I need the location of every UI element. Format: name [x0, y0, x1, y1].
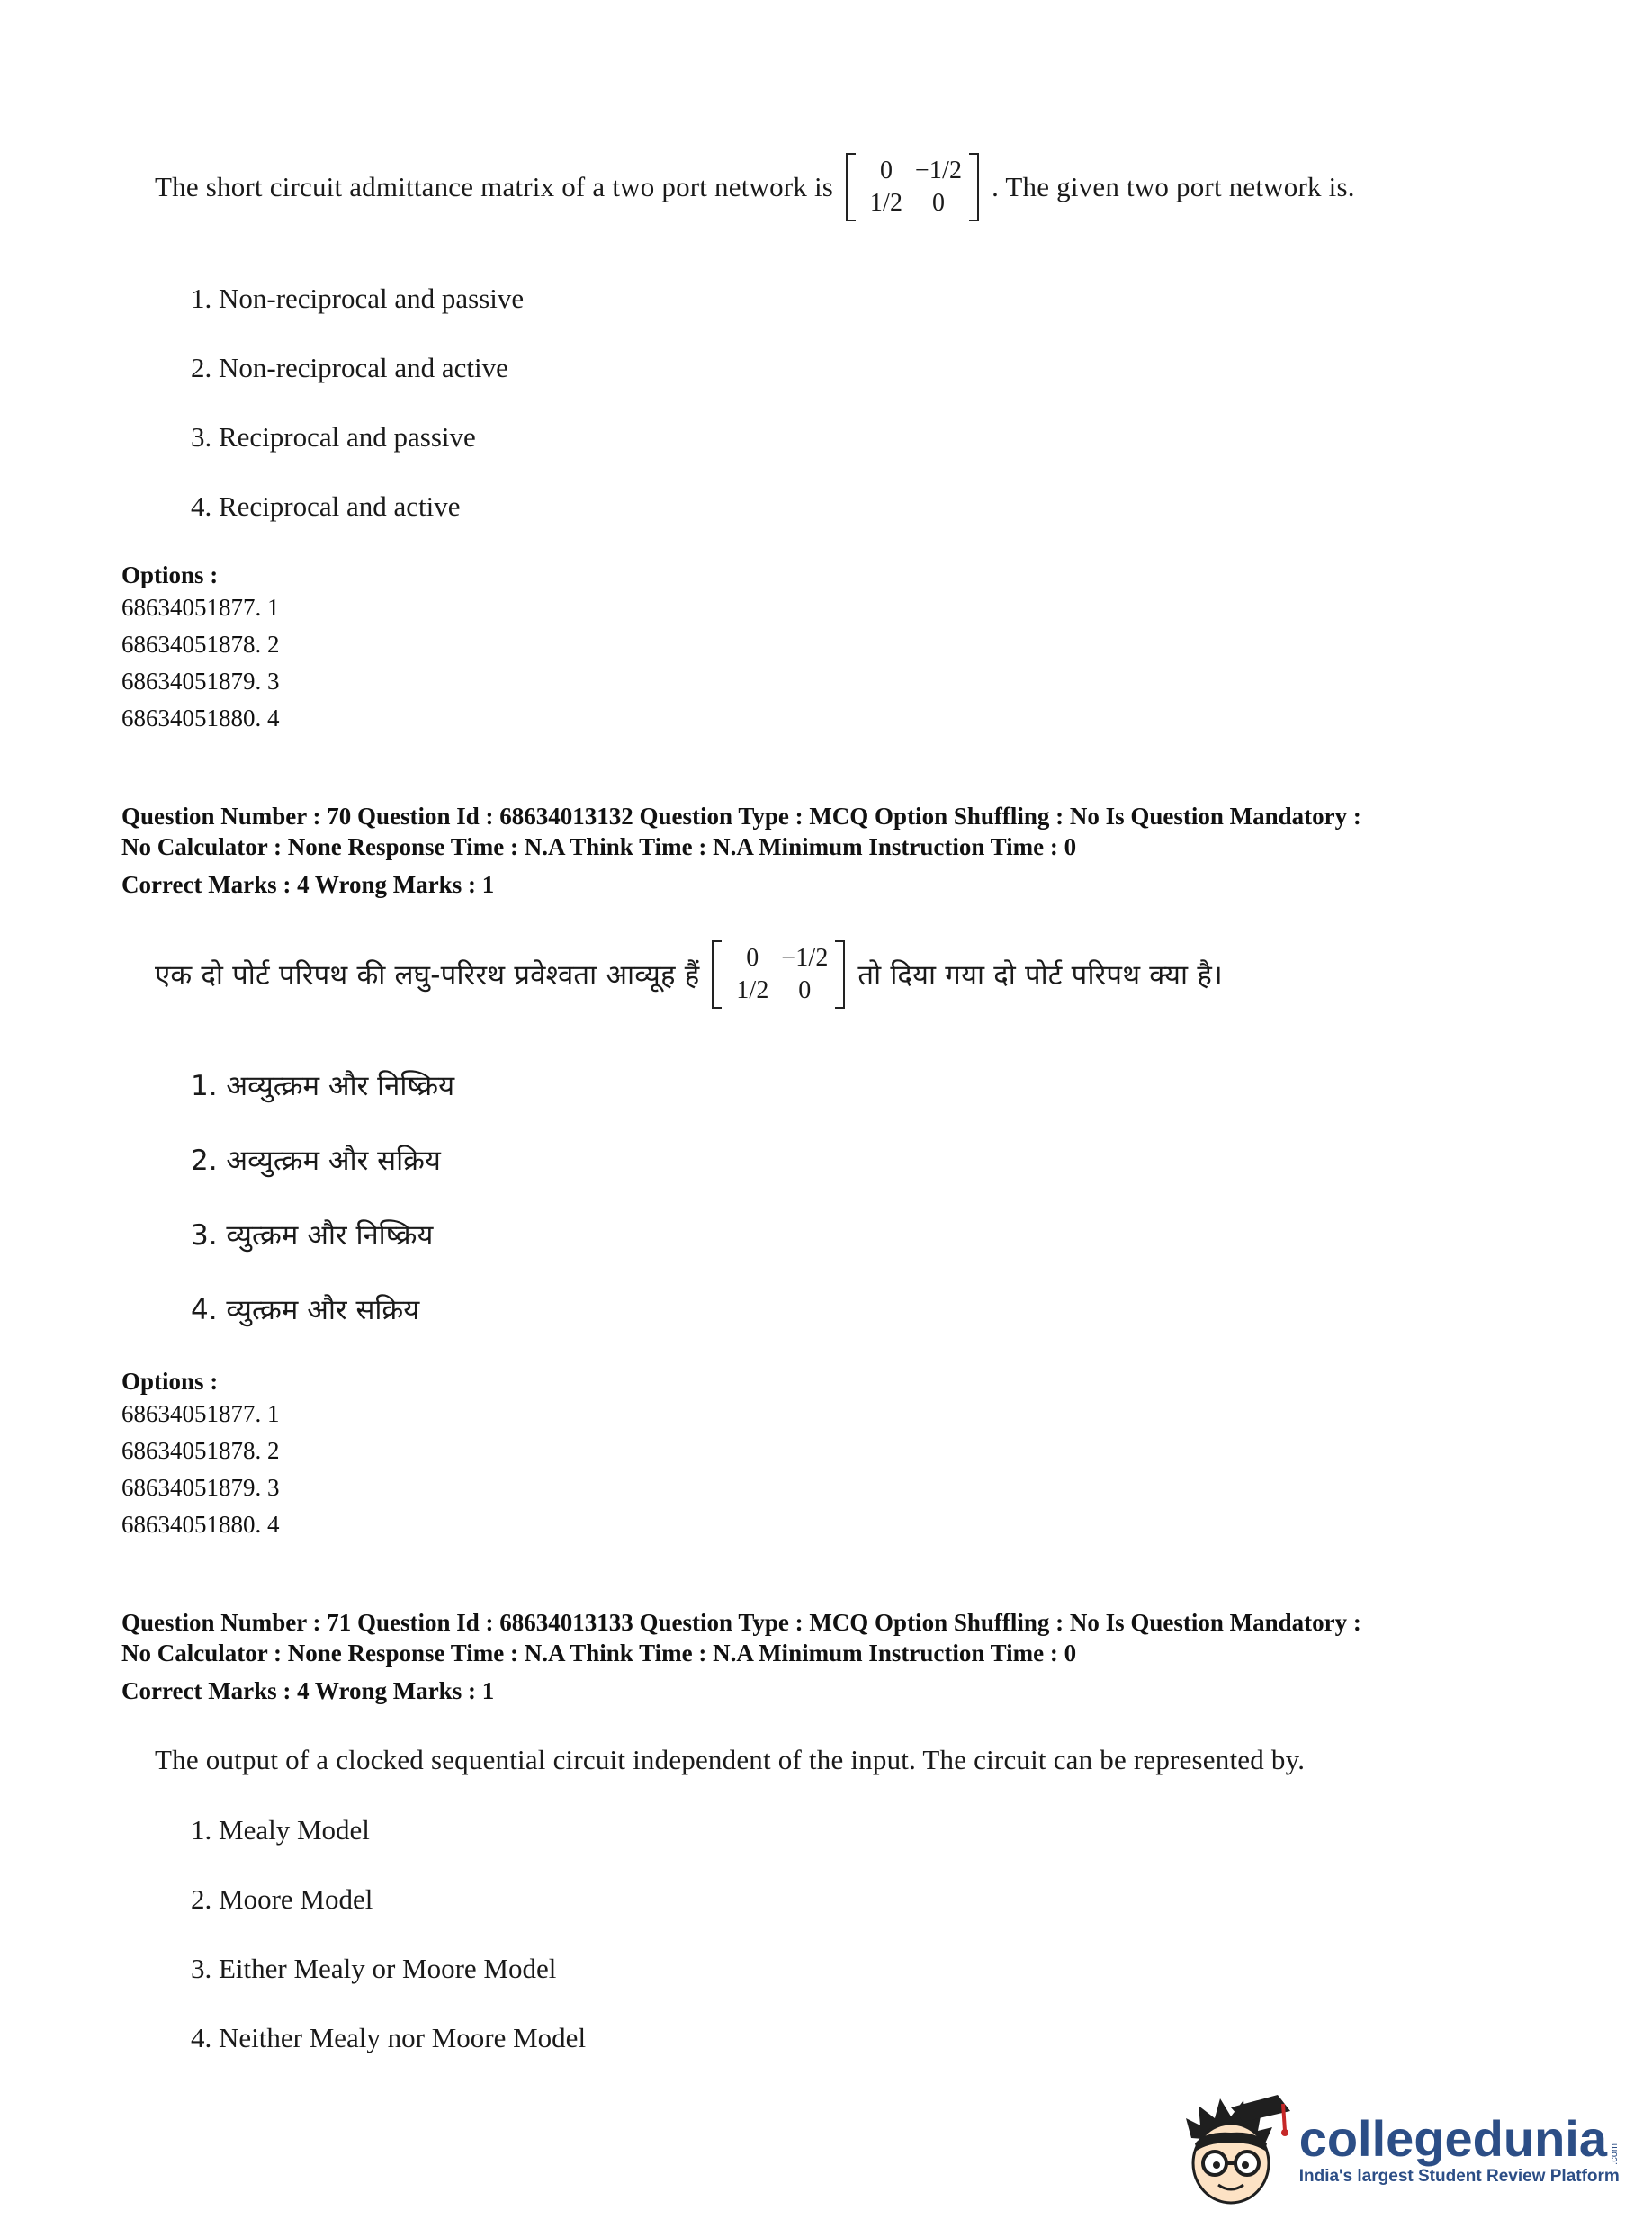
- q71-marks: Correct Marks : 4 Wrong Marks : 1: [121, 1677, 495, 1704]
- option-id: 68634051879. 3: [121, 1474, 280, 1501]
- q70-option-3: 3. व्युत्क्रम और निष्क्रिय: [191, 1219, 434, 1252]
- option-id: 68634051877. 1: [121, 1400, 280, 1427]
- q69-option-3: 3. Reciprocal and passive: [191, 421, 476, 453]
- q70-meta: Question Number : 70 Question Id : 68634013132 Question Type : MCQ Option Shuffling : No Is Question Mandatory : No Calculator : None Response Time : N.A Think Time : N.A Minimum Instruction Time : 0 Correct Marks : 4 Wrong Marks : 1: [121, 803, 1361, 898]
- mascot-icon: [1179, 2091, 1294, 2208]
- q70-marks: Correct Marks : 4 Wrong Marks : 1: [121, 871, 495, 898]
- q70-matrix: 0 −1/2 1/2 0: [712, 940, 845, 1009]
- option-id: 68634051880. 4: [121, 1511, 280, 1538]
- collegedunia-logo: [1179, 2091, 1620, 2208]
- option-id: 68634051878. 2: [121, 1437, 280, 1464]
- q71-option-3: 3. Either Mealy or Moore Model: [191, 1953, 557, 1984]
- q70-option-4: 4. व्युत्क्रम और सक्रिय: [191, 1294, 420, 1326]
- q71-option-1: 1. Mealy Model: [191, 1814, 370, 1846]
- q71-meta: Question Number : 71 Question Id : 68634013133 Question Type : MCQ Option Shuffling : No Is Question Mandatory : No Calculator : None Response Time : N.A Think Time : N.A Minimum Instruction Time : 0 Correct Marks : 4 Wrong Marks : 1: [121, 1609, 1361, 1704]
- q69-options-block: [121, 561, 280, 737]
- logo-tagline: India's largest Student Review Platform: [1298, 2167, 1620, 2186]
- q69-matrix: 0 −1/2 1/2 0: [846, 153, 979, 221]
- option-id: 68634051880. 4: [121, 705, 280, 732]
- q69-question-text: The short circuit admittance matrix of a two port network is 0 −1/2 1/2 0 . The given two port network is.: [155, 153, 1355, 221]
- q69-option-2: 2. Non-reciprocal and active: [191, 352, 508, 383]
- options-label: Options :: [121, 1368, 219, 1395]
- options-label: Options :: [121, 561, 219, 588]
- q69-option-4: 4. Reciprocal and active: [191, 490, 461, 522]
- option-id: 68634051879. 3: [121, 668, 280, 695]
- q71-question-text: The output of a clocked sequential circuit independent of the input. The circuit can be represented by.: [155, 1744, 1306, 1775]
- logo-brand: collegedunia: [1298, 2110, 1607, 2167]
- q70-question-text: एक दो पोर्ट परिपथ की लघु-परिरथ प्रवेश्वता आव्यूह हैं 0 −1/2 1/2 0 तो दिया गया दो पोर्ट परिपथ क्या है।: [155, 940, 1223, 1009]
- q69-option-1: 1. Non-reciprocal and passive: [191, 283, 525, 314]
- q70-option-1: 1. अव्युत्क्रम और निष्क्रिय: [191, 1070, 455, 1102]
- q71-option-4: 4. Neither Mealy nor Moore Model: [191, 2022, 587, 2053]
- option-id: 68634051878. 2: [121, 631, 280, 658]
- option-id: 68634051877. 1: [121, 594, 280, 621]
- q71-option-2: 2. Moore Model: [191, 1883, 373, 1915]
- logo-suffix: .com: [1609, 2143, 1620, 2165]
- q70-options-block: [121, 1368, 280, 1543]
- q70-option-2: 2. अव्युत्क्रम और सक्रिय: [191, 1145, 441, 1177]
